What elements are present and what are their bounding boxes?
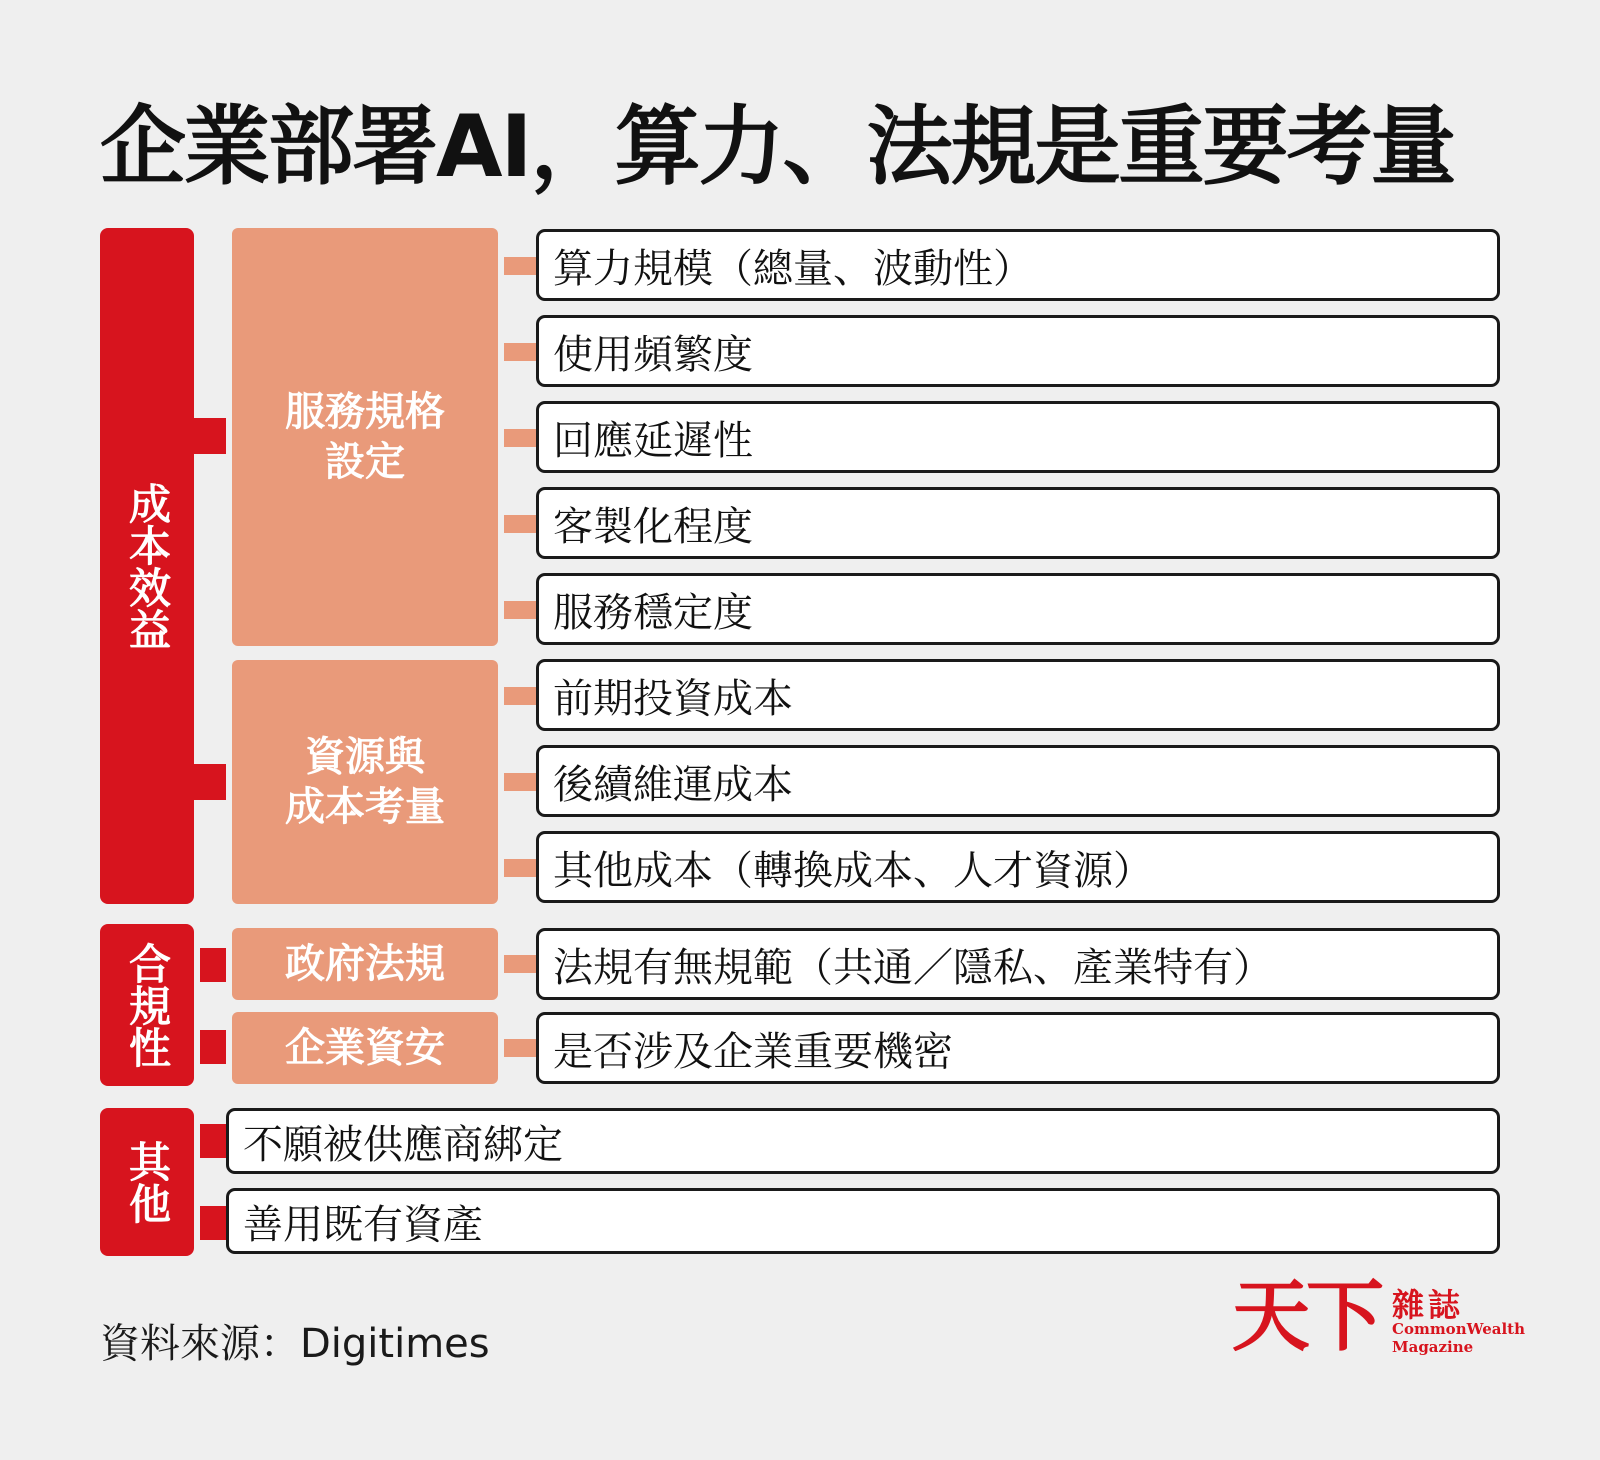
category-compliance: [100, 924, 194, 1086]
item-existing-assets: 善用既有資產: [226, 1188, 1500, 1254]
connector-compliance-gov: [200, 948, 226, 982]
connector-item-1: [504, 257, 536, 275]
connector-item-5: [504, 601, 536, 619]
connector-compliance-security: [200, 1030, 226, 1064]
connector-item-2: [504, 343, 536, 361]
connector-item-9: [504, 955, 536, 973]
item-maintenance-cost: 後續維運成本: [536, 745, 1500, 817]
item-service-stability: 服務穩定度: [536, 573, 1500, 645]
logo-english-line1: CommonWealth: [1392, 1320, 1526, 1338]
connector-item-3: [504, 429, 536, 447]
subcategory-government-regulation: 政府法規: [232, 928, 498, 1000]
connector-other-1: [200, 1124, 226, 1158]
item-other-costs: 其他成本（轉換成本、人才資源）: [536, 831, 1500, 903]
item-confidential-data: 是否涉及企業重要機密: [536, 1012, 1500, 1084]
connector-item-4: [504, 515, 536, 533]
item-response-latency: 回應延遲性: [536, 401, 1500, 473]
item-vendor-lockin: 不願被供應商綁定: [226, 1108, 1500, 1174]
item-upfront-investment: 前期投資成本: [536, 659, 1500, 731]
connector-item-7: [504, 773, 536, 791]
category-cost-benefit: [100, 228, 194, 904]
connector-item-10: [504, 1039, 536, 1057]
category-other-label: 其他: [123, 1140, 172, 1224]
connector-item-6: [504, 687, 536, 705]
logo-subtitle: 雜誌: [1392, 1286, 1465, 1324]
page-title: 企業部署AI，算力、法規是重要考量: [100, 97, 1455, 197]
subcategory-service-spec: 服務規格 設定: [232, 228, 498, 646]
subcategory-enterprise-security: 企業資安: [232, 1012, 498, 1084]
category-compliance-label: 合規性: [123, 942, 172, 1068]
connector-cost-service: [194, 418, 226, 454]
item-compute-scale: 算力規模（總量、波動性）: [536, 229, 1500, 301]
subcategory-resource-cost: 資源與 成本考量: [232, 660, 498, 904]
item-regulation-coverage: 法規有無規範（共通／隱私、產業特有）: [536, 928, 1500, 1000]
category-cost-benefit-label: 成本效益: [123, 482, 172, 650]
logo-english-line2: Magazine: [1392, 1338, 1474, 1356]
connector-cost-resource: [194, 764, 226, 800]
category-other: [100, 1108, 194, 1256]
connector-item-8: [504, 859, 536, 877]
item-customization: 客製化程度: [536, 487, 1500, 559]
source-note: 資料來源：Digitimes: [100, 1321, 490, 1367]
logo-english: [1392, 1320, 1525, 1356]
item-usage-frequency: 使用頻繁度: [536, 315, 1500, 387]
logo-mark: 天下: [1232, 1271, 1381, 1362]
connector-other-2: [200, 1206, 226, 1240]
